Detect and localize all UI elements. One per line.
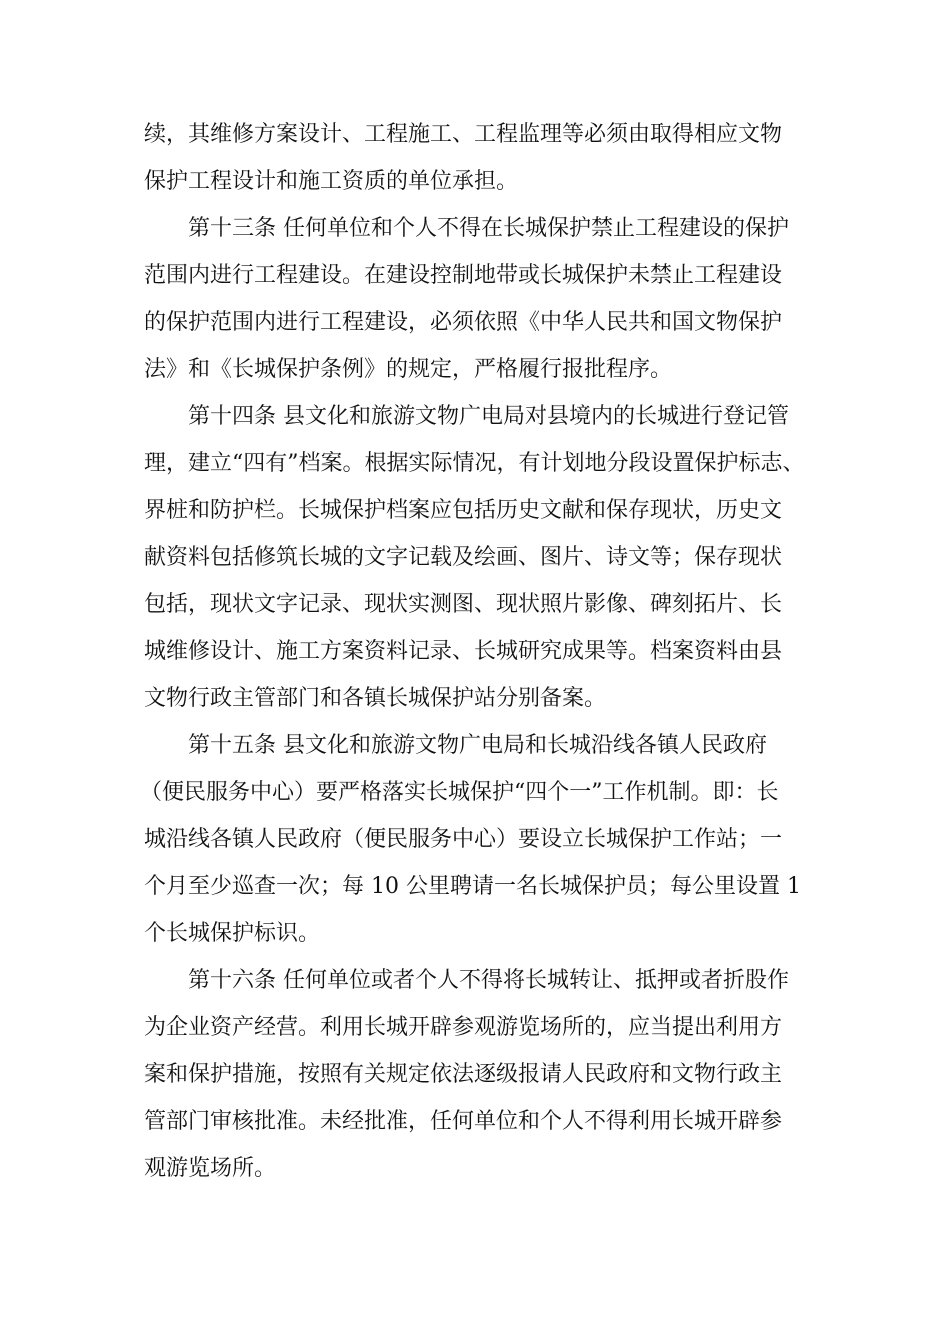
text-line-6: 法》和《长城保护条例》的规定，严格履行报批程序。 <box>144 357 673 382</box>
article-16-heading-line: 第十六条 任何单位或者个人不得将长城转让、抵押或者折股作 <box>188 968 789 993</box>
article-14-heading-line: 第十四条 县文化和旅游文物广电局对县境内的长城进行登记管 <box>188 404 789 429</box>
text-line-4: 范围内进行工程建设。在建设控制地带或长城保护未禁止工程建设 <box>144 263 783 288</box>
text-line-20: 为企业资产经营。利用长城开辟参观游览场所的，应当提出利用方 <box>144 1015 783 1040</box>
text-line-16: 城沿线各镇人民政府（便民服务中心）要设立长城保护工作站；一 <box>144 827 783 852</box>
text-line-15: （便民服务中心）要严格落实长城保护“四个一”工作机制。即：长 <box>140 780 779 805</box>
text-line-1: 续，其维修方案设计、工程施工、工程监理等必须由取得相应文物 <box>144 122 783 147</box>
article-13-heading-line: 第十三条 任何单位和个人不得在长城保护禁止工程建设的保护 <box>188 216 789 241</box>
text-line-13: 文物行政主管部门和各镇长城保护站分别备案。 <box>144 686 607 711</box>
text-line-21: 案和保护措施，按照有关规定依法逐级报请人民政府和文物行政主 <box>144 1062 783 1087</box>
text-line-18: 个长城保护标识。 <box>144 921 321 946</box>
text-line-23: 观游览场所。 <box>144 1156 277 1181</box>
text-line-11: 包括，现状文字记录、现状实测图、现状照片影像、碑刻拓片、长 <box>144 592 783 617</box>
text-line-2: 保护工程设计和施工资质的单位承担。 <box>144 169 519 194</box>
text-line-8: 理，建立“四有”档案。根据实际情况，有计划地分段设置保护标志、 <box>144 451 805 476</box>
text-line-10: 献资料包括修筑长城的文字记载及绘画、图片、诗文等；保存现状 <box>144 545 783 570</box>
text-line-5: 的保护范围内进行工程建设，必须依照《中华人民共和国文物保护 <box>144 310 783 335</box>
text-line-17: 个月至少巡查一次；每 10 公里聘请一名长城保护员；每公里设置 1 <box>144 874 801 899</box>
text-line-22: 管部门审核批准。未经批准，任何单位和个人不得利用长城开辟参 <box>144 1109 783 1134</box>
text-line-9: 界桩和防护栏。长城保护档案应包括历史文献和保存现状，历史文 <box>144 498 783 523</box>
text-line-12: 城维修设计、施工方案资料记录、长城研究成果等。档案资料由县 <box>144 639 783 664</box>
article-15-heading-line: 第十五条 县文化和旅游文物广电局和长城沿线各镇人民政府 <box>188 733 767 758</box>
